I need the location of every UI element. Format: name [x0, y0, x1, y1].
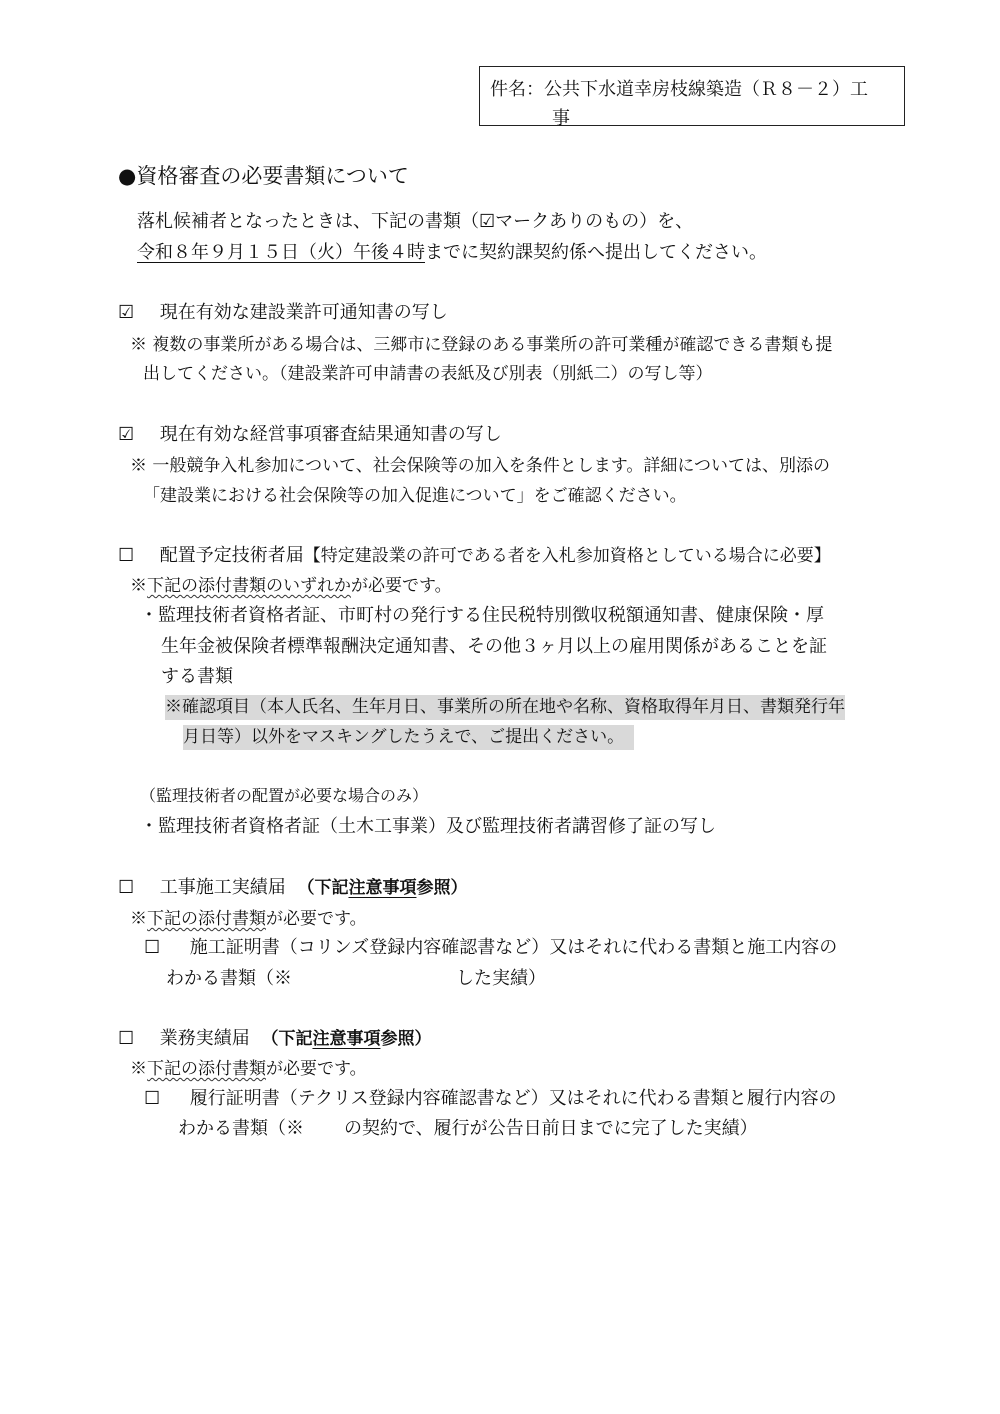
unchecked-checkbox-icon[interactable]: ☐ — [118, 545, 135, 566]
sub-item-line-2: わかる書類（※ の契約で、履行が公告日前日までに完了した実績） — [178, 1118, 758, 1139]
section-heading: ●資格審査の必要書類について — [118, 164, 409, 188]
requirement-emphasis: 下記の添付書類 — [147, 1059, 266, 1079]
checked-checkbox-icon[interactable]: ☑ — [118, 302, 135, 323]
item-requirement — [130, 1054, 367, 1079]
highlight-note-line — [183, 722, 634, 747]
item-title-suffix: 【特定建設業の許可である者を入札参加資格としている場合に必要】 — [303, 546, 831, 566]
sub-item-line: 施工証明書（コリンズ登録内容確認書など）又はそれに代わる書類と施工内容の — [189, 937, 838, 958]
item-note-line: 「建設業における社会保険等の加入促進について」をご確認ください。 — [143, 486, 687, 506]
reference-note: （下記注意事項参照） — [297, 878, 468, 898]
item-requirement — [130, 904, 367, 929]
sub-item — [144, 933, 837, 959]
item-note-line: ※ 一般競争入札参加について、社会保険等の加入を条件とします。詳細については、別添の — [130, 456, 831, 476]
item-construction-record — [118, 873, 467, 899]
intro-line-2 — [137, 238, 767, 264]
unchecked-checkbox-icon[interactable]: ☐ — [118, 877, 135, 898]
sub-item-line-2: わかる書類（※ した実績） — [166, 968, 546, 989]
unchecked-checkbox-icon[interactable]: ☐ — [118, 1028, 135, 1049]
item-requirement — [130, 571, 452, 596]
item-service-record — [118, 1024, 431, 1050]
note-mark: ※ — [130, 576, 147, 596]
sub-item-line: 履行証明書（テクリス登録内容確認書など）又はそれに代わる書類と履行内容の — [189, 1088, 837, 1109]
highlight-text: ※確認項目（本人氏名、生年月日、事業所の所在地や名称、資格取得年月日、書類発行年 — [165, 695, 845, 720]
highlight-text: 月日等）以外をマスキングしたうえで、ご提出ください。 — [183, 725, 634, 750]
requirement-emphasis: 下記の添付書類のいずれか — [147, 576, 351, 596]
item-management-review — [118, 420, 502, 446]
item-note-line: 出してください。（建設業許可申請書の表紙及び別表（別紙二）の写し等） — [143, 364, 713, 384]
intro-line-2-rest: までに契約課契約係へ提出してください。 — [425, 242, 767, 263]
requirement-rest: が必要です。 — [351, 576, 452, 596]
reference-note: （下記注意事項参照） — [261, 1029, 432, 1049]
note-mark: ※ — [130, 1059, 147, 1079]
reference-link: 注意事項 — [348, 878, 417, 898]
highlight-note-line — [165, 692, 845, 717]
requirement-emphasis: 下記の添付書類 — [147, 909, 266, 929]
reference-link: 注意事項 — [312, 1029, 381, 1049]
sub-item — [144, 1084, 837, 1110]
note-mark: ※ — [130, 909, 147, 929]
item-title: 業務実績届 — [159, 1028, 250, 1049]
sub-note: （監理技術者の配置が必要な場合のみ） — [140, 786, 429, 805]
subject-line-1: 件名：公共下水道幸房枝線築造（Ｒ８－２）工 — [490, 79, 868, 100]
bullet-line: 生年金被保険者標準報酬決定通知書、その他３ヶ月以上の雇用関係があることを証 — [161, 636, 827, 657]
item-title: 工事施工実績届 — [159, 877, 286, 898]
item-construction-permit — [118, 298, 448, 324]
sub-bullet: ・監理技術者資格者証（土木工事業）及び監理技術者講習修了証の写し — [140, 816, 716, 837]
item-title: 現在有効な経営事項審査結果通知書の写し — [159, 424, 502, 445]
subject-box — [479, 66, 905, 129]
unchecked-checkbox-icon[interactable]: ☐ — [144, 1088, 161, 1109]
requirement-rest: が必要です。 — [266, 1059, 367, 1079]
intro-line-1: 落札候補者となったときは、下記の書類（☑マークありのもの）を、 — [137, 211, 694, 232]
item-title: 配置予定技術者届 — [159, 545, 304, 566]
bullet-line: ・監理技術者資格者証、市町村の発行する住民税特別徴収税額通知書、健康保険・厚 — [140, 605, 824, 626]
requirement-rest: が必要です。 — [266, 909, 367, 929]
unchecked-checkbox-icon[interactable]: ☐ — [144, 937, 161, 958]
subject-line-2: 事 — [552, 108, 570, 129]
checked-checkbox-icon[interactable]: ☑ — [118, 424, 135, 445]
deadline-text: 令和８年９月１５日（火）午後４時 — [137, 242, 425, 263]
item-title: 現在有効な建設業許可通知書の写し — [159, 302, 448, 323]
bullet-line: する書類 — [161, 666, 233, 687]
item-engineer-assignment — [118, 541, 831, 567]
item-note-line: ※ 複数の事業所がある場合は、三郷市に登録のある事業所の許可業種が確認できる書類も提 — [130, 335, 833, 355]
